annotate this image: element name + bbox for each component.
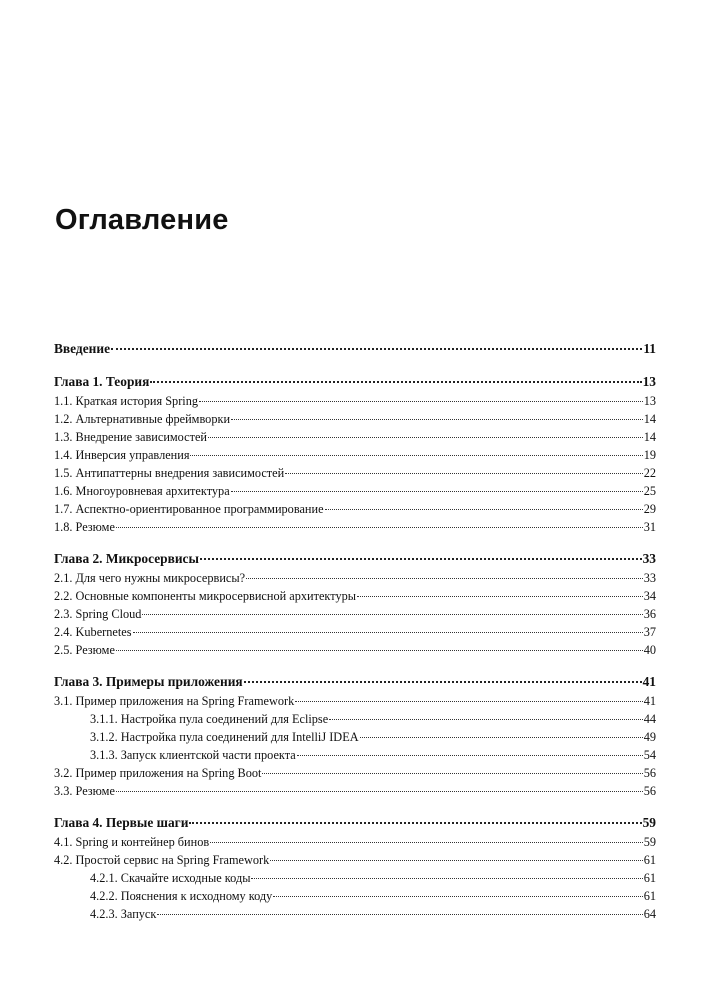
toc-page-number: 25 <box>643 484 656 498</box>
toc-page-number: 41 <box>643 694 656 708</box>
toc-page-number: 61 <box>643 889 656 903</box>
toc-page-number: 13 <box>642 374 656 389</box>
toc-section-entry[interactable] <box>54 518 656 536</box>
toc-subsection-entry[interactable] <box>54 710 656 728</box>
toc-page-number: 64 <box>643 907 656 921</box>
dot-leader <box>111 348 642 350</box>
toc-section-entry[interactable] <box>54 764 656 782</box>
dot-leader <box>360 737 643 738</box>
dot-leader <box>142 614 642 615</box>
toc-section-entry[interactable] <box>54 605 656 623</box>
toc-page-number: 33 <box>643 571 656 585</box>
dot-leader <box>325 509 643 510</box>
section-gap <box>54 659 656 672</box>
toc-subsection-entry[interactable] <box>54 887 656 905</box>
toc-section-entry[interactable] <box>54 446 656 464</box>
toc-page-number: 36 <box>643 607 656 621</box>
dot-leader <box>297 755 643 756</box>
section-gap <box>54 359 656 372</box>
toc-section-entry[interactable] <box>54 569 656 587</box>
toc-chapter-entry[interactable] <box>54 339 656 359</box>
dot-leader <box>231 491 643 492</box>
toc-section-entry[interactable] <box>54 782 656 800</box>
toc-section-entry[interactable] <box>54 623 656 641</box>
dot-leader <box>295 701 642 702</box>
toc-section-entry[interactable] <box>54 392 656 410</box>
dot-leader <box>116 650 643 651</box>
toc-page-number: 44 <box>643 712 656 726</box>
toc-page-number: 59 <box>643 835 656 849</box>
toc-page-number: 56 <box>643 766 656 780</box>
toc-entry-title: 4.2.3. Запуск <box>90 907 157 921</box>
toc-section-entry[interactable] <box>54 482 656 500</box>
toc-chapter-entry[interactable] <box>54 813 656 833</box>
dot-leader <box>208 437 643 438</box>
section-gap <box>54 800 656 813</box>
toc-entry-title: 3.3. Резюме <box>54 784 115 798</box>
toc-entry-title: Глава 2. Микросервисы <box>54 551 199 566</box>
dot-leader <box>150 381 641 383</box>
toc-page-number: 14 <box>643 430 656 444</box>
toc-page-number: 11 <box>643 341 656 356</box>
toc-entry-title: 2.1. Для чего нужны микросервисы? <box>54 571 246 585</box>
toc-subsection-entry[interactable] <box>54 746 656 764</box>
dot-leader <box>329 719 643 720</box>
toc-section-entry[interactable] <box>54 641 656 659</box>
toc-page-number: 31 <box>643 520 656 534</box>
toc-entry-title: 2.5. Резюме <box>54 643 115 657</box>
dot-leader <box>190 455 642 456</box>
toc-subsection-entry[interactable] <box>54 905 656 923</box>
dot-leader <box>231 419 643 420</box>
toc-entry-title: 3.1.2. Настройка пула соединений для IntelliJ IDEA <box>90 730 359 744</box>
toc-chapter-entry[interactable] <box>54 672 656 692</box>
dot-leader <box>116 791 643 792</box>
toc-entry-title: 3.1.3. Запуск клиентской части проекта <box>90 748 296 762</box>
toc-section-entry[interactable] <box>54 500 656 518</box>
toc-entry-title: 3.1. Пример приложения на Spring Framework <box>54 694 295 708</box>
toc-entry-title: 4.2.2. Пояснения к исходному коду <box>90 889 273 903</box>
toc-section-entry[interactable] <box>54 692 656 710</box>
dot-leader <box>133 632 643 633</box>
toc-page-number: 22 <box>643 466 656 480</box>
toc-section-entry[interactable] <box>54 833 656 851</box>
toc-page-number: 29 <box>643 502 656 516</box>
toc-page-number: 19 <box>643 448 656 462</box>
toc-page-number: 33 <box>642 551 656 566</box>
toc-page-number: 59 <box>642 815 656 830</box>
toc-chapter-entry[interactable] <box>54 372 656 392</box>
dot-leader <box>189 822 641 824</box>
toc-entry-title: 1.6. Многоуровневая архитектура <box>54 484 230 498</box>
dot-leader <box>357 596 643 597</box>
toc-entry-title: 1.7. Аспектно-ориентированное программирование <box>54 502 324 516</box>
toc-section-entry[interactable] <box>54 428 656 446</box>
toc-entry-title: 1.3. Внедрение зависимостей <box>54 430 208 444</box>
toc-entry-title: 1.2. Альтернативные фреймворки <box>54 412 231 426</box>
toc-page-number: 54 <box>643 748 656 762</box>
toc-entry-title: 3.2. Пример приложения на Spring Boot <box>54 766 262 780</box>
toc-entry-title: Глава 4. Первые шаги <box>54 815 189 830</box>
table-of-contents <box>54 339 656 923</box>
toc-page-number: 40 <box>643 643 656 657</box>
toc-page-number: 41 <box>642 674 656 689</box>
dot-leader <box>262 773 642 774</box>
toc-entry-title: 2.4. Kubernetes <box>54 625 132 639</box>
dot-leader <box>199 401 643 402</box>
dot-leader <box>285 473 642 474</box>
toc-page-number: 56 <box>643 784 656 798</box>
toc-entry-title: 4.2. Простой сервис на Spring Framework <box>54 853 270 867</box>
toc-entry-title: 2.3. Spring Cloud <box>54 607 142 621</box>
toc-entry-title: 1.1. Краткая история Spring <box>54 394 199 408</box>
dot-leader <box>116 527 643 528</box>
dot-leader <box>270 860 642 861</box>
toc-chapter-entry[interactable] <box>54 549 656 569</box>
toc-subsection-entry[interactable] <box>54 869 656 887</box>
dot-leader <box>157 914 642 915</box>
toc-entry-title: 1.4. Инверсия управления <box>54 448 190 462</box>
dot-leader <box>246 578 643 579</box>
section-gap <box>54 536 656 549</box>
toc-entry-title: 2.2. Основные компоненты микросервисной архитектуры <box>54 589 357 603</box>
dot-leader <box>210 842 643 843</box>
toc-subsection-entry[interactable] <box>54 728 656 746</box>
toc-page-number: 49 <box>643 730 656 744</box>
toc-page-number: 37 <box>643 625 656 639</box>
toc-page-number: 34 <box>643 589 656 603</box>
dot-leader <box>200 558 642 560</box>
toc-section-entry[interactable] <box>54 410 656 428</box>
toc-entry-title: 4.1. Spring и контейнер бинов <box>54 835 210 849</box>
dot-leader <box>273 896 642 897</box>
toc-entry-title: 1.8. Резюме <box>54 520 115 534</box>
toc-page-number: 61 <box>643 853 656 867</box>
page-title: Оглавление <box>55 204 229 236</box>
dot-leader <box>251 878 642 879</box>
toc-entry-title: Глава 3. Примеры приложения <box>54 674 243 689</box>
toc-entry-title: 3.1.1. Настройка пула соединений для Eclipse <box>90 712 329 726</box>
toc-entry-title: 4.2.1. Скачайте исходные коды <box>90 871 251 885</box>
dot-leader <box>244 681 642 683</box>
toc-section-entry[interactable] <box>54 464 656 482</box>
toc-page-number: 13 <box>643 394 656 408</box>
toc-section-entry[interactable] <box>54 587 656 605</box>
toc-page-number: 61 <box>643 871 656 885</box>
toc-page-number: 14 <box>643 412 656 426</box>
toc-entry-title: 1.5. Антипаттерны внедрения зависимостей <box>54 466 285 480</box>
toc-section-entry[interactable] <box>54 851 656 869</box>
toc-entry-title: Глава 1. Теория <box>54 374 150 389</box>
toc-entry-title: Введение <box>54 341 111 356</box>
